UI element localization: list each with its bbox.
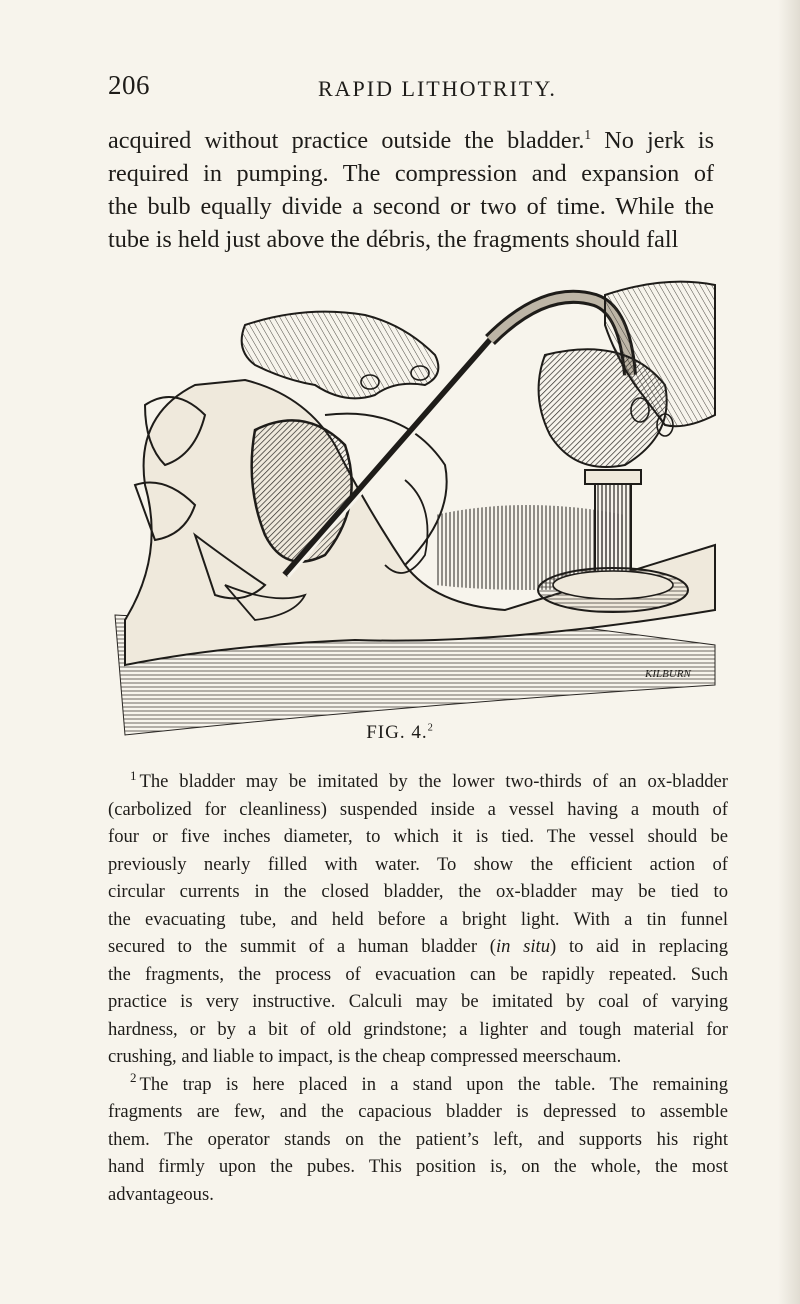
footnote-1-mark: 1 bbox=[130, 767, 137, 783]
figure-illustration bbox=[105, 265, 725, 745]
figure-footnote-ref: 2 bbox=[427, 722, 434, 734]
body-paragraph bbox=[108, 124, 714, 256]
footnote-1-line-1: The bladder may be imitated by the lower two-thirds of an ox-bladder bbox=[139, 771, 728, 792]
footnote-1 bbox=[108, 768, 728, 1071]
footnote-line: four or five inches diameter, to which it is tied. The vessel should be bbox=[108, 826, 728, 847]
footnote-line: hand firmly upon the pubes. This position is, on the whole, the most bbox=[108, 1156, 728, 1177]
footnote-line: them. The operator stands on the patient’s left, and supports his right bbox=[108, 1128, 728, 1150]
body-line-1: acquired without practice outside the bladder. bbox=[108, 127, 585, 154]
footnote-2-mark: 2 bbox=[130, 1070, 137, 1086]
footnote-line bbox=[108, 1071, 728, 1099]
footnote-line: fragments are few, and the capacious bladder is depressed to assemble bbox=[108, 1101, 728, 1122]
footnote-line bbox=[108, 768, 728, 796]
footnote-2 bbox=[108, 1071, 728, 1209]
body-line bbox=[108, 124, 714, 157]
footnote-line: advantageous. bbox=[108, 1183, 214, 1205]
body-line-1-tail: No jerk is bbox=[591, 127, 714, 154]
body-line: required in pumping. The compression and expansion of bbox=[108, 160, 714, 187]
footnote-line: previously nearly filled with water. To show the efficient action of bbox=[108, 853, 728, 875]
footnote-line: the evacuating tube, and held before a bright light. With a tin funnel bbox=[108, 908, 728, 930]
running-head: RAPID LITHOTRITY. bbox=[318, 76, 557, 101]
italic-in-situ: in situ bbox=[495, 936, 551, 957]
page-header bbox=[108, 70, 714, 110]
footnote-line: secured to the summit of a human bladder (in situ) to aid in replacing bbox=[108, 936, 728, 957]
page-number: 206 bbox=[108, 70, 150, 100]
footnote-line: circular currents in the closed bladder, the ox-bladder may be tied to bbox=[108, 881, 728, 902]
page-edge-shadow bbox=[778, 0, 800, 1304]
footnote-2-line-1: The trap is here placed in a stand upon the table. The remaining bbox=[139, 1073, 728, 1095]
figure-label: FIG. 4. bbox=[366, 722, 428, 743]
body-line: the bulb equally divide a second or two of time. While the bbox=[108, 193, 714, 220]
engraver-signature: KILBURN bbox=[645, 668, 691, 680]
footnote-line: the fragments, the process of evacuation can be rapidly repeated. Such bbox=[108, 963, 728, 985]
figure-caption bbox=[0, 722, 800, 744]
footnote-1-line-7: secured to the summit of a human bladder bbox=[108, 936, 478, 957]
footnotes bbox=[108, 768, 728, 1208]
footnote-line: practice is very instructive. Calculi may be imitated by coal of varying bbox=[108, 991, 728, 1012]
body-line: tube is held just above the débris, the fragments should fall bbox=[108, 226, 679, 253]
footnote-line: crushing, and liable to impact, is the cheap compressed meerschaum. bbox=[108, 1046, 622, 1067]
footnote-ref-1: 1 bbox=[584, 126, 592, 142]
footnote-line: hardness, or by a bit of old grindstone; a lighter and tough material for bbox=[108, 1018, 728, 1040]
engraving-evacuator-illustration bbox=[105, 265, 725, 745]
footnote-line: (carbolized for cleanliness) suspended inside a vessel having a mouth of bbox=[108, 798, 728, 820]
footnote-1-line-7-tail: to aid in replacing bbox=[556, 936, 728, 957]
